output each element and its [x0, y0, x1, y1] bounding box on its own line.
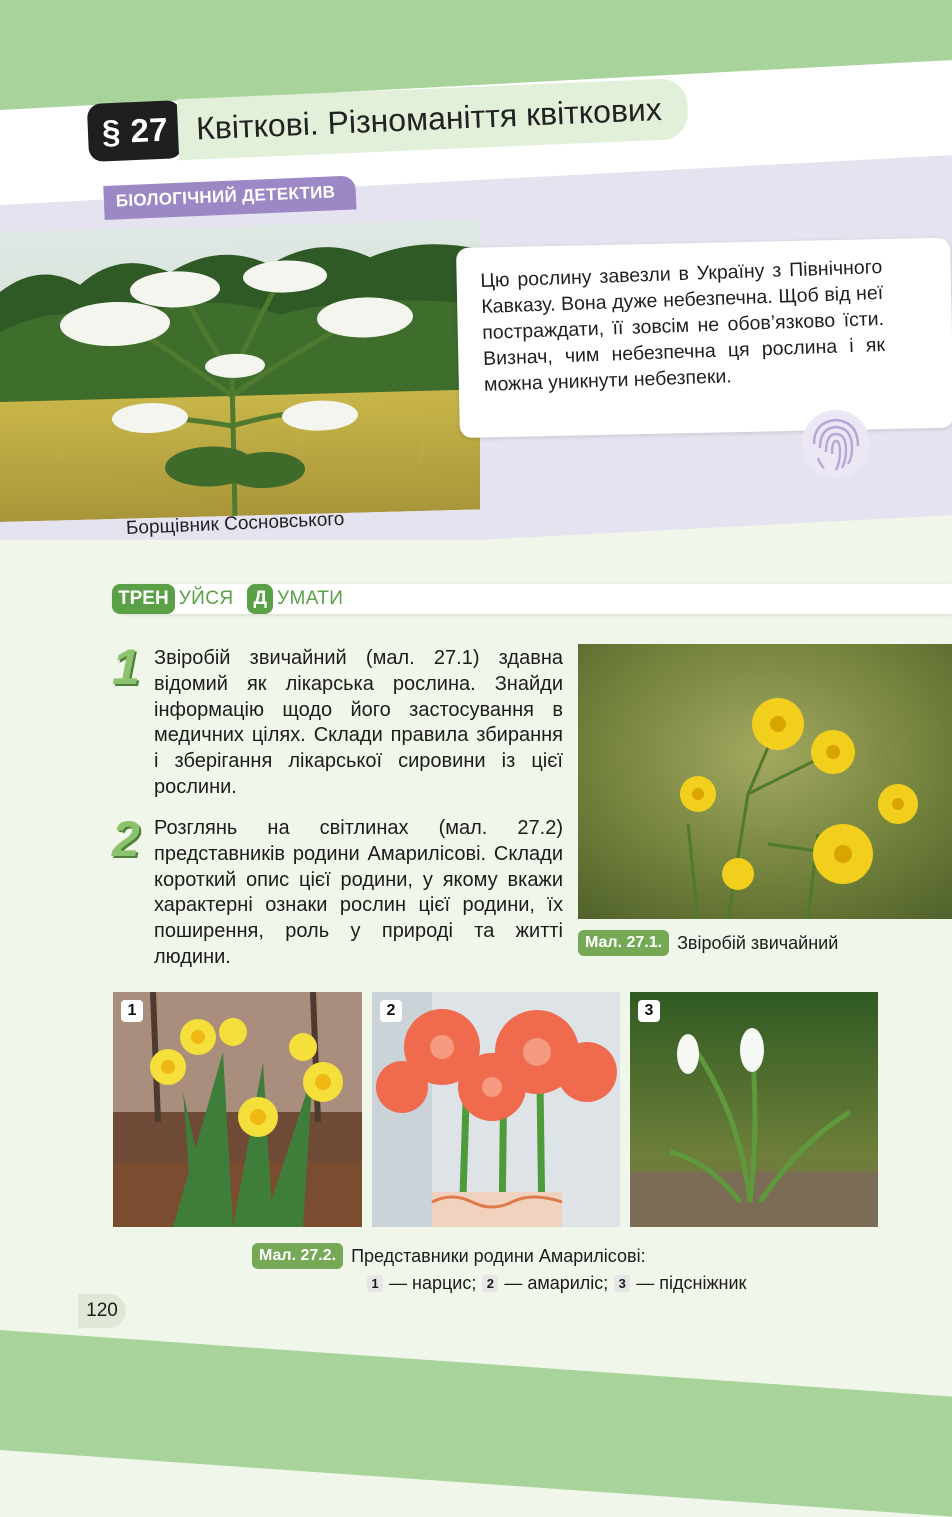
hogweed-photo	[0, 219, 480, 522]
figure-27-2-text: Представники родини Амарилісові:	[351, 1245, 646, 1266]
page-title: Квіткові. Різноманіття квіткових	[177, 77, 689, 159]
figure-27-2-caption	[252, 1243, 746, 1294]
legend-text-3: — підсніжник	[636, 1273, 747, 1293]
heading-part1-dark: ТРЕН	[112, 584, 175, 614]
legend-num-3: 3	[614, 1275, 630, 1292]
task-text-2: Розглянь на світлинах (мал. 27.2) представників родини Амарилісові. Склади короткий опис цієї родини, у якому вкажи характерні ознаки рослин цієї родини, їх поширення, роль у природі та житті людини.	[154, 817, 563, 968]
legend-text-2: — амариліс;	[504, 1273, 609, 1293]
legend-num-2: 2	[482, 1275, 498, 1292]
snowdrop-photo	[630, 992, 878, 1227]
train-think-heading	[112, 584, 343, 614]
figure-27-1-label: Мал. 27.1.	[578, 930, 669, 956]
hogweed-caption: Борщівник Сосновського	[125, 508, 345, 539]
figure-27-1-caption	[578, 930, 838, 956]
heading-part1-light: УЙСЯ	[178, 588, 234, 609]
heading-part2-light: УМАТИ	[277, 588, 344, 609]
figure-27-1-text: Звіробій звичайний	[677, 932, 839, 953]
task-number-1: 1	[112, 639, 140, 695]
photo-number-1: 1	[121, 1000, 143, 1022]
task-number-2: 2	[112, 811, 140, 867]
detective-note-text: Цю рослину завезли в Україну з Північного Кавказу. Вона дуже небезпечна. Щоб від неї постраждати, її зовсім не обов’язково їсти. Визнач, чим небезпечна ця рослина і як можна уникнути небезпеки.	[480, 255, 886, 396]
heading-part2-dark: Д	[247, 584, 273, 614]
paragraph-badge: § 27	[87, 100, 184, 162]
task-text-1: Звіробій звичайний (мал. 27.1) здавна відомий як лікарська рослина. Знайди інформацію щодо його застосування в медичних цілях. Склади правила збирання і зберігання лікарської сировини із цієї рослини.	[154, 647, 563, 798]
fingerprint-icon	[796, 404, 876, 484]
figure-27-2-legend	[367, 1273, 746, 1294]
figure-27-2-label: Мал. 27.2.	[252, 1243, 343, 1269]
photo-number-3: 3	[638, 1000, 660, 1022]
legend-text-1: — нарцис;	[389, 1273, 477, 1293]
page-number: 120	[78, 1294, 126, 1328]
st-johns-wort-photo	[578, 644, 952, 919]
legend-num-1: 1	[367, 1275, 383, 1292]
amaryllis-photo	[372, 992, 620, 1227]
photo-number-2: 2	[380, 1000, 402, 1022]
daffodil-photo	[113, 992, 362, 1227]
detective-tag: БІОЛОГІЧНИЙ ДЕТЕКТИВ	[103, 175, 356, 220]
